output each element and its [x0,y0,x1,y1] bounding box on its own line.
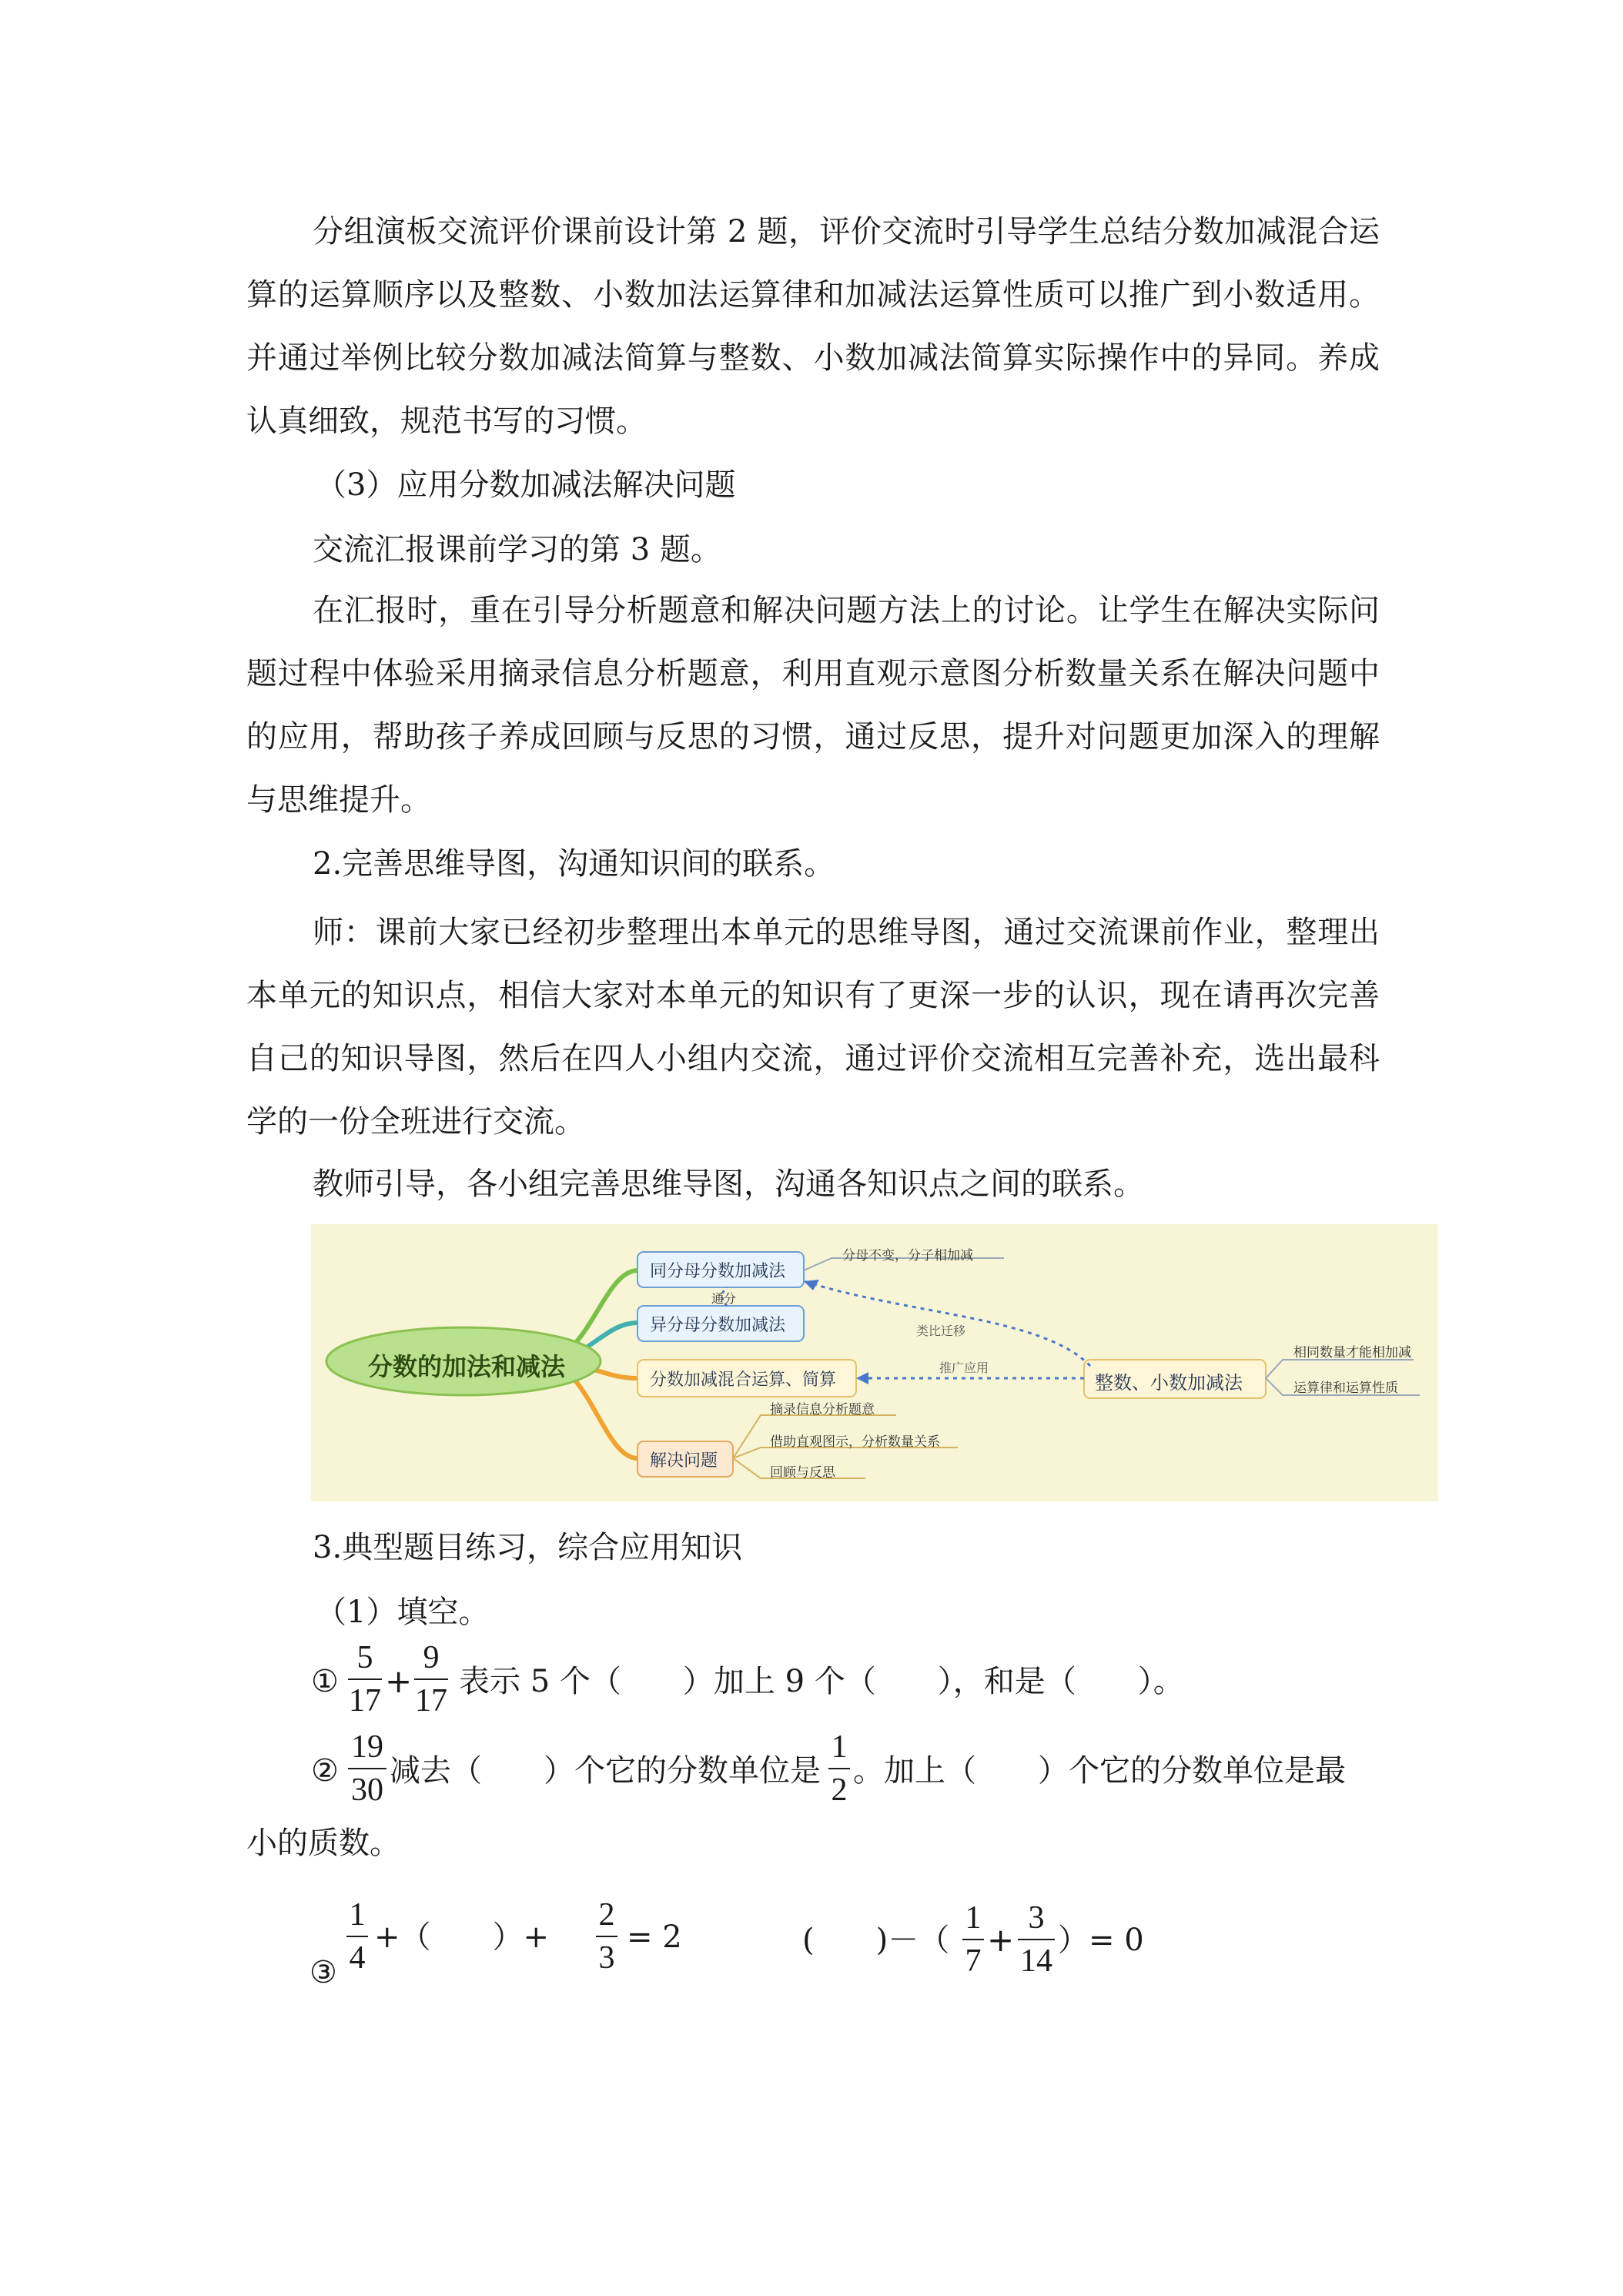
q1-text: 表示 5 个（ ）加上 9 个（ ），和是（ ）。 [459,1664,1184,1699]
q3a-fraction-2: 2 3 [596,1896,617,1977]
branch2-label: 异分母分数加减法 [650,1316,786,1335]
q2-text-a: 减去（ ）个它的分数单位是 [390,1753,821,1789]
q1-fraction-1: 5 17 [349,1640,381,1719]
branch4-item-1: 摘录信息分析题意 [770,1402,875,1417]
branch4-item-3: 回顾与反思 [770,1465,835,1481]
center-label: 分数的加法和减法 [367,1352,565,1381]
q3-number: ③ [310,1955,337,1990]
q2-fraction-2: 1 2 [828,1728,850,1809]
subheading-fill-blank: （1）填空。 [316,1595,490,1630]
paragraph-summary: 分组演板交流评价课前设计第 2 题，评价交流时引导学生总结分数加减混合运算的运算顺序以及整数、小数加法运算律和加减法运算性质可以推广到小数适用。并通过举例比较分数加减法简算与整数、小数加减法简算实际操作中的异同。养成认真细致，规范书写的习惯。 [246,214,1380,439]
subheading-apply: （3）应用分数加减法解决问题 [316,467,736,503]
right-item-1: 相同数量才能相加减 [1293,1345,1411,1361]
branch4-item-2: 借助直观图示，分析数量关系 [770,1434,940,1450]
branch3-label: 分数加减混合运算、简算 [650,1371,837,1390]
q2-fraction-1: 19 30 [348,1728,387,1809]
q3b-equals: ）= 0 [1058,1923,1144,1958]
paragraph-report: 交流汇报课前学习的第 3 题。 [313,532,721,567]
q3a-fraction-1: 1 4 [346,1896,368,1977]
q3b-plus: + [987,1921,1015,1959]
section-heading-practice: 3.典型题目练习，综合应用知识 [313,1530,743,1565]
paragraph-teacher: 师：课前大家已经初步整理出本单元的思维导图，通过交流课前作业，整理出本单元的知识点，相信大家对本单元的知识有了更深一步的认识，现在请再次完善自己的知识导图，然后在四人小组内交流，通过评价交流相互完善补充，选出最科学的一份全班进行交流。 [246,915,1380,1140]
q3b-open: ( )－（ [802,1923,950,1958]
q2-number: ② [311,1753,339,1789]
paragraph-guide: 教师引导，各小组完善思维导图，沟通各知识点之间的联系。 [313,1166,1144,1202]
mind-map-diagram [311,1224,1438,1501]
label-tonghua: 通分 [711,1291,737,1306]
branch1-label: 同分母分数加减法 [650,1262,786,1281]
label-analogy: 类比迁移 [916,1324,966,1338]
q1-plus: + [385,1662,413,1700]
q2-line2: 小的质数。 [246,1826,400,1861]
q1-fraction-2: 9 17 [415,1640,447,1719]
right-item-2: 运算律和运算性质 [1293,1381,1398,1396]
label-extend: 推广应用 [939,1361,989,1375]
q1-number: ① [311,1664,339,1699]
right-node-label: 整数、小数加减法 [1095,1372,1243,1394]
q3a-equals: = 2 [627,1919,682,1955]
q3a-middle: +（ ）+ [374,1919,550,1955]
section-heading-mindmap: 2.完善思维导图，沟通知识间的联系。 [313,846,835,882]
branch4-label: 解决问题 [650,1451,718,1471]
branch1-note: 分母不变，分子相加减 [842,1248,973,1263]
q2-text-b: 。加上（ ）个它的分数单位是最 [853,1753,1346,1789]
q3b-fraction-1: 1 7 [962,1899,984,1980]
paragraph-discussion: 在汇报时，重在引导分析题意和解决问题方法上的讨论。让学生在解决实际问题过程中体验采用摘录信息分析题意，利用直观示意图分析数量关系在解决问题中的应用，帮助孩子养成回顾与反思的习惯，通过反思，提升对问题更加深入的理解与思维提升。 [246,593,1380,818]
q3b-fraction-2: 3 14 [1018,1899,1055,1980]
